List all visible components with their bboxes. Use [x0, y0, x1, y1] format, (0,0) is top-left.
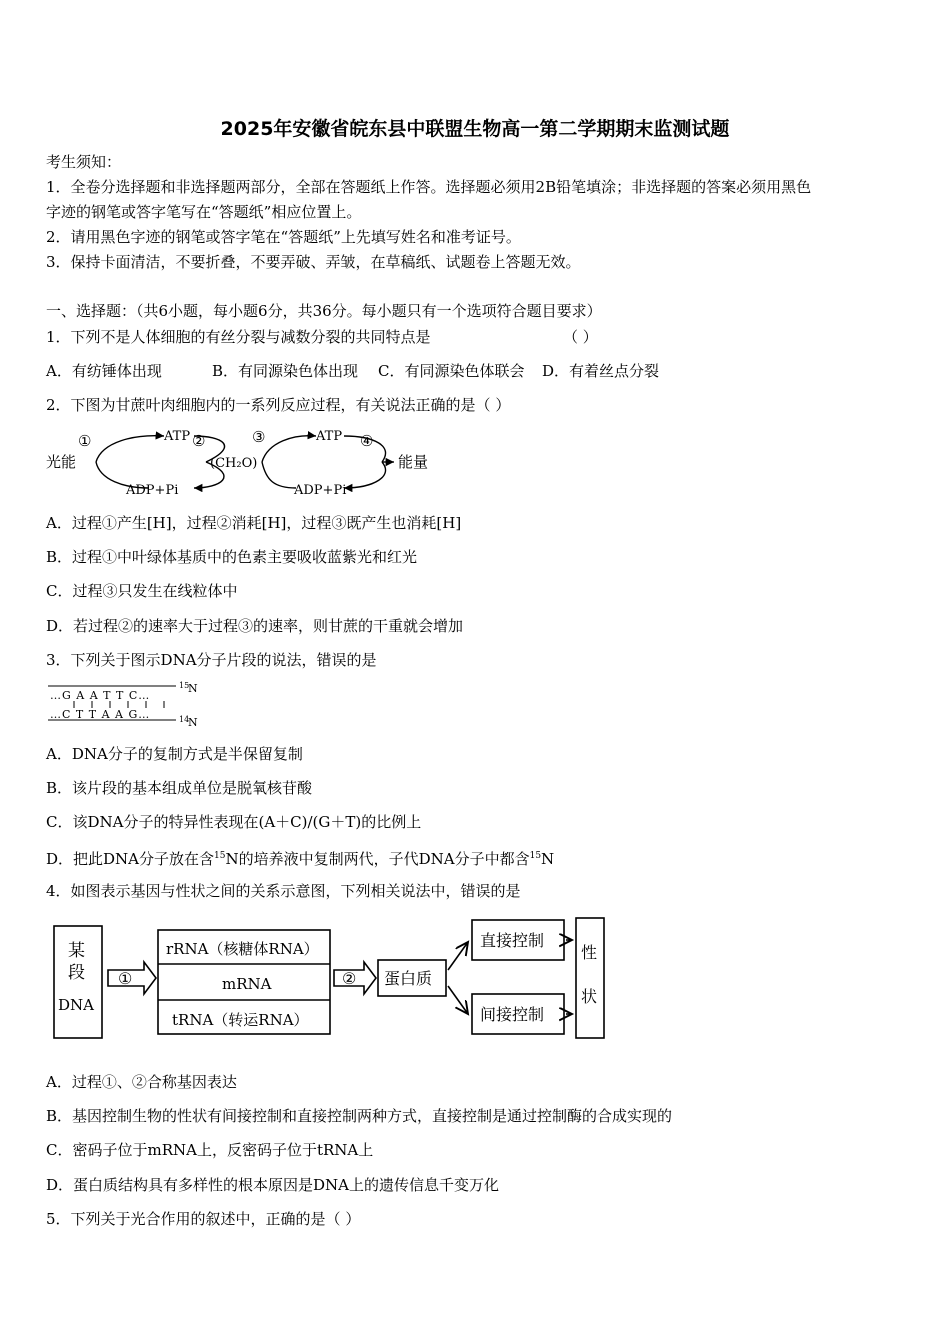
q3-stem: 3．下列关于图示DNA分子片段的说法，错误的是	[46, 651, 377, 669]
light-energy-label: 光能	[46, 453, 77, 471]
trait-label-2: 状	[581, 987, 598, 1006]
gene-label-1: 某	[68, 941, 85, 961]
process-3-marker: ③	[252, 428, 266, 446]
translation-marker: ②	[342, 969, 357, 988]
section-heading: 一、选择题：（共6小题，每小题6分，共36分。每小题只有一个选项符合题目要求）	[46, 302, 602, 320]
adp-label-2: ADP+Pi	[294, 483, 347, 498]
notice-line-3: 3．保持卡面清洁，不要折叠，不要弄破、弄皱，在草稿纸、试题卷上答题无效。	[46, 253, 581, 271]
trait-label-1: 性	[581, 943, 598, 962]
q1-option-d: D．有着丝点分裂	[542, 362, 660, 380]
q1-option-c: C．有同源染色体联会	[378, 362, 525, 380]
q2-option-c: C．过程③只发生在线粒体中	[46, 582, 238, 600]
q4-stem: 4．如图表示基因与性状之间的关系示意图，下列相关说法中，错误的是	[46, 882, 521, 900]
dna-bottom-strand: …C T T A A G…	[50, 708, 151, 721]
mrna-label: mRNA	[222, 975, 272, 993]
atp-label-1: ATP	[164, 429, 191, 444]
q1-stem: 1．下列不是人体细胞的有丝分裂与减数分裂的共同特点是	[46, 328, 431, 346]
q3-option-a: A．DNA分子的复制方式是半保留复制	[46, 745, 303, 763]
indirect-control-label: 间接控制	[480, 1005, 545, 1024]
q4-option-d: D．蛋白质结构具有多样性的根本原因是DNA上的遗传信息千变万化	[46, 1176, 500, 1194]
isotope-bottom-mass: 14	[179, 715, 190, 724]
notice-line-2: 2．请用黑色字迹的钢笔或答字笔在“答题纸”上先填写姓名和准考证号。	[46, 228, 521, 246]
q4-option-c: C．密码子位于mRNA上，反密码子位于tRNA上	[46, 1141, 374, 1159]
gene-trait-diagram	[48, 912, 608, 1046]
gene-label-3: DNA	[58, 996, 94, 1014]
q4-option-b: B．基因控制生物的性状有间接控制和直接控制两种方式，直接控制是通过控制酶的合成实现的	[46, 1107, 673, 1125]
adp-label-1: ADP+Pi	[126, 483, 179, 498]
q2-stem: 2．下图为甘蔗叶肉细胞内的一系列反应过程，有关说法正确的是（ ）	[46, 396, 511, 414]
photosynthesis-cycle-diagram	[44, 424, 429, 500]
q3-d-sup-1: 15	[214, 851, 226, 861]
rrna-label: rRNA（核糖体RNA）	[166, 940, 319, 958]
q2-option-b: B．过程①中叶绿体基质中的色素主要吸收蓝紫光和红光	[46, 548, 418, 566]
dna-top-strand: …G A A T T C…	[50, 689, 151, 702]
isotope-bottom-element: N	[188, 716, 198, 729]
process-4-marker: ④	[360, 432, 374, 450]
q1-option-a: A．有纺锤体出现	[46, 362, 162, 380]
q3-d-sup-2: 15	[529, 851, 542, 861]
notice-line-1a: 1．全卷分选择题和非选择题两部分，全部在答题纸上作答。选择题必须用2B铅笔填涂；非选择题的答案必须用黑色	[46, 178, 812, 196]
q5-stem: 5．下列关于光合作用的叙述中，正确的是（ ）	[46, 1210, 361, 1228]
q1-answer-paren: （ ）	[563, 328, 598, 346]
dna-fragment-diagram	[44, 680, 204, 728]
q3-option-c: C．该DNA分子的特异性表现在(A＋C)/(G＋T)的比例上	[46, 813, 422, 831]
page-title: 2025年安徽省皖东县中联盟生物高一第二学期期末监测试题	[220, 118, 730, 140]
ch2o-label: (CH₂O)	[210, 456, 258, 471]
process-2-marker: ②	[192, 432, 206, 450]
q2-option-d: D．若过程②的速率大于过程③的速率，则甘蔗的干重就会增加	[46, 617, 464, 635]
isotope-top-element: N	[188, 682, 198, 695]
energy-label: 能量	[398, 453, 429, 471]
q4-option-a: A．过程①、②合称基因表达	[46, 1073, 237, 1091]
q3-option-d	[46, 846, 554, 869]
notice-line-1b: 字迹的钢笔或答字笔写在“答题纸”相应位置上。	[46, 203, 362, 221]
gene-label-2: 段	[68, 963, 85, 983]
q2-option-a: A．过程①产生[H]，过程②消耗[H]，过程③既产生也消耗[H]	[46, 514, 462, 532]
notice-heading: 考生须知：	[46, 153, 122, 171]
q3-d-pre: D．把此DNA分子放在含	[46, 850, 215, 868]
direct-control-label: 直接控制	[480, 931, 545, 950]
trna-label: tRNA（转运RNA）	[172, 1011, 309, 1029]
q3-d-mid: N的培养液中复制两代，子代DNA分子中都含	[225, 850, 530, 868]
q3-d-post: N	[541, 850, 555, 868]
transcription-marker: ①	[118, 969, 133, 988]
protein-label: 蛋白质	[384, 969, 433, 988]
q3-option-b: B．该片段的基本组成单位是脱氧核苷酸	[46, 779, 313, 797]
atp-label-2: ATP	[316, 429, 343, 444]
isotope-top-mass: 15	[179, 681, 190, 690]
process-1-marker: ①	[78, 432, 92, 450]
q1-option-b: B．有同源染色体出现	[212, 362, 359, 380]
